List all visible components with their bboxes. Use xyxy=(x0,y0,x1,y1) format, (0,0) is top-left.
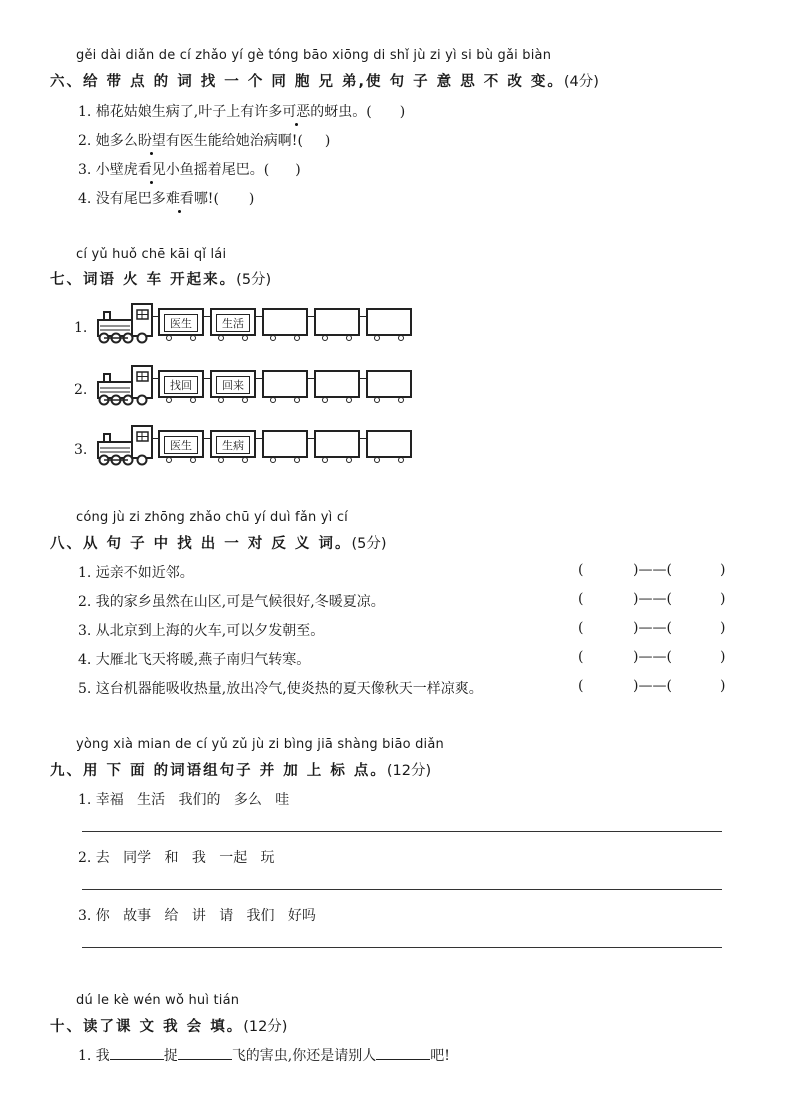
wagon-2 xyxy=(210,430,256,458)
paren-close: ) xyxy=(720,591,726,607)
sec9-item-1: 1. 幸福 生活 我们的 多么 哇 xyxy=(78,792,290,808)
sec8-points: (5分) xyxy=(351,536,387,552)
dotted-word: 盼望 xyxy=(138,130,166,150)
sec10-points: (12分) xyxy=(243,1019,288,1035)
wagon-blank[interactable] xyxy=(262,308,308,336)
wagon-2 xyxy=(210,308,256,336)
sec6-points: (4分) xyxy=(563,74,599,90)
sec7-points: (5分) xyxy=(236,272,272,288)
item-text: 1. 我 xyxy=(78,1048,110,1064)
sec7-heading xyxy=(50,268,271,289)
dotted-word: 可恶 xyxy=(282,101,310,121)
train-number: 1. xyxy=(74,320,88,336)
sec6-item-4 xyxy=(78,188,254,208)
wagon-blank[interactable] xyxy=(314,430,360,458)
item-text: 吧! xyxy=(430,1048,450,1064)
word-train-1 xyxy=(70,298,420,346)
sec9-points: (12分) xyxy=(386,763,432,779)
sec8-pinyin: cóng jù zi zhōng zhǎo chū yí duì fǎn yì cí xyxy=(76,510,348,525)
sec6-title: 六、给 带 点 的 词 找 一 个 同 胞 兄 弟,使 句 子 意 思 不 改 变。 xyxy=(50,74,564,90)
wagon-word: 回来 xyxy=(216,376,250,394)
paren-close: ) xyxy=(399,104,406,120)
sec8-item-4: 4. 大雁北飞天将暖,燕子南归气转寒。 xyxy=(78,652,311,668)
wagon-blank[interactable] xyxy=(314,308,360,336)
item-text: 小鱼摇着尾巴。( xyxy=(165,162,270,178)
sec6-item-3 xyxy=(78,159,301,179)
sec8-item-1: 1. 远亲不如近邻。 xyxy=(78,565,194,581)
paren-close: ) xyxy=(720,678,726,694)
wagon-word: 医生 xyxy=(164,436,198,454)
sec9-pinyin: yòng xià mian de cí yǔ zǔ jù zi bìng jiā shàng biāo diǎn xyxy=(76,737,444,752)
locomotive-icon xyxy=(92,362,154,406)
paren-open: ( xyxy=(578,591,584,607)
wagon-blank[interactable] xyxy=(366,370,412,398)
item-text: 捉 xyxy=(163,1048,178,1064)
sec8-title: 八、从 句 子 中 找 出 一 对 反 义 词。 xyxy=(50,536,352,552)
locomotive-icon xyxy=(92,422,154,466)
sec10-title: 十、读了课 文 我 会 填。 xyxy=(50,1019,244,1035)
wagon-1 xyxy=(158,370,204,398)
sec6-item-2 xyxy=(78,130,330,150)
item-text: 飞的害虫,你还是请别人 xyxy=(231,1048,377,1064)
fill-blank[interactable] xyxy=(110,1045,164,1060)
fill-blank[interactable] xyxy=(376,1045,430,1060)
pair-separator: )——( xyxy=(633,678,672,694)
sec8-item-3: 3. 从北京到上海的火车,可以夕发朝至。 xyxy=(78,623,325,639)
dotted-word: 看见 xyxy=(138,159,166,179)
sec7-title: 七、词语 火 车 开起来。 xyxy=(50,272,237,288)
wagon-word: 找回 xyxy=(164,376,198,394)
sec10-pinyin: dú le kè wén wǒ huì tián xyxy=(76,993,240,1008)
pair-separator: )——( xyxy=(633,620,672,636)
item-text: 有医生能给她治病啊!( xyxy=(165,133,303,149)
wagon-blank[interactable] xyxy=(262,430,308,458)
train-number: 2. xyxy=(74,382,88,398)
paren-close: ) xyxy=(720,620,726,636)
sec10-item-1 xyxy=(78,1045,450,1065)
paren-open: ( xyxy=(578,649,584,665)
answer-line[interactable] xyxy=(82,947,722,948)
dotted-word: 难看 xyxy=(166,188,194,208)
wagon-1 xyxy=(158,308,204,336)
item-text: 哪!( xyxy=(193,191,219,207)
sec8-item-2: 2. 我的家乡虽然在山区,可是气候很好,冬暖夏凉。 xyxy=(78,594,385,610)
wagon-1 xyxy=(158,430,204,458)
wagon-word: 医生 xyxy=(164,314,198,332)
sec9-item-2: 2. 去 同学 和 我 一起 玩 xyxy=(78,850,275,866)
item-text: 的蚜虫。( xyxy=(310,104,372,120)
wagon-blank[interactable] xyxy=(366,308,412,336)
wagon-word: 生活 xyxy=(216,314,250,332)
sec6-item-1 xyxy=(78,101,405,121)
item-text: 4. 没有尾巴多 xyxy=(78,191,166,207)
sec9-title: 九、用 下 面 的词语组句子 并 加 上 标 点。 xyxy=(50,763,387,779)
locomotive-icon xyxy=(92,300,154,344)
sec8-heading xyxy=(50,532,387,553)
fill-blank[interactable] xyxy=(178,1045,232,1060)
answer-line[interactable] xyxy=(82,831,722,832)
sec9-item-3: 3. 你 故事 给 讲 请 我们 好吗 xyxy=(78,908,316,924)
train-number: 3. xyxy=(74,442,88,458)
wagon-blank[interactable] xyxy=(366,430,412,458)
wagon-blank[interactable] xyxy=(314,370,360,398)
wagon-2 xyxy=(210,370,256,398)
paren-close: ) xyxy=(324,133,331,149)
sec9-heading xyxy=(50,759,431,780)
item-text: 3. 小壁虎 xyxy=(78,162,138,178)
pair-separator: )——( xyxy=(633,562,672,578)
paren-open: ( xyxy=(578,678,584,694)
sec7-pinyin: cí yǔ huǒ chē kāi qǐ lái xyxy=(76,247,227,262)
paren-close: ) xyxy=(720,562,726,578)
sec6-heading xyxy=(50,70,599,91)
sec8-item-5: 5. 这台机器能吸收热量,放出冷气,使炎热的夏天像秋天一样凉爽。 xyxy=(78,681,483,697)
paren-open: ( xyxy=(578,562,584,578)
wagon-blank[interactable] xyxy=(262,370,308,398)
paren-close: ) xyxy=(720,649,726,665)
paren-close: ) xyxy=(295,162,301,178)
sec6-pinyin: gěi dài diǎn de cí zhǎo yí gè tóng bāo xiōng di shǐ jù zi yì si bù gǎi biàn xyxy=(76,48,552,63)
sec10-heading xyxy=(50,1015,287,1036)
pair-separator: )——( xyxy=(633,591,672,607)
pair-separator: )——( xyxy=(633,649,672,665)
wagon-word: 生病 xyxy=(216,436,250,454)
paren-close: ) xyxy=(248,191,255,207)
word-train-2 xyxy=(70,360,420,408)
word-train-3 xyxy=(70,420,420,468)
item-text: 1. 棉花姑娘生病了,叶子上有许多 xyxy=(78,104,283,120)
answer-line[interactable] xyxy=(82,889,722,890)
item-text: 2. 她多么 xyxy=(78,133,138,149)
paren-open: ( xyxy=(578,620,584,636)
